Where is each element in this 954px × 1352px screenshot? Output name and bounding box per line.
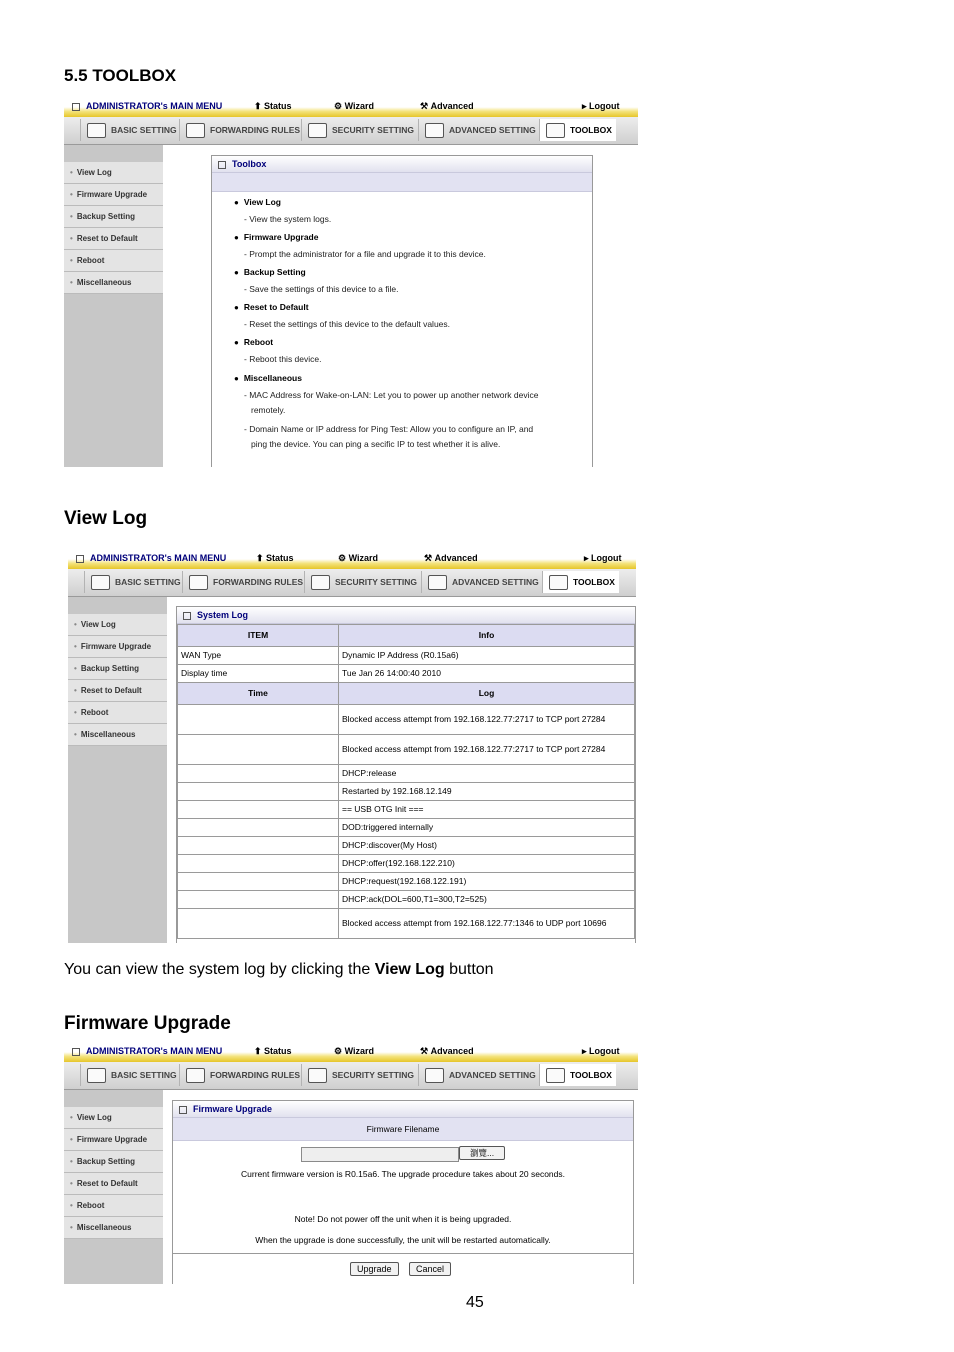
forwarding-rules-icon (186, 123, 205, 138)
power-note-text: Note! Do not power off the unit when it is being upgraded. (294, 1214, 512, 1224)
sidebar-item-reboot[interactable]: • Reboot (64, 250, 163, 272)
tab-advanced-setting[interactable]: ADVANCED SETTING (421, 571, 542, 593)
system-log-table (177, 624, 635, 939)
log-cell: Blocked access attempt from 192.168.122.77:2717 to TCP port 27284 (339, 735, 635, 765)
wizard-link[interactable]: ⚙ Wizard (334, 1046, 374, 1056)
table-row (178, 783, 635, 801)
system-log-panel (176, 606, 636, 943)
sidebar-item-view-log[interactable]: • View Log (68, 614, 167, 636)
table-row (178, 801, 635, 819)
tab-toolbox[interactable]: TOOLBOX (542, 571, 619, 593)
firmware-file-input[interactable] (301, 1147, 459, 1162)
list-item-desc: - Reboot this device. (244, 354, 322, 364)
table-row (178, 735, 635, 765)
list-item: ● View Log (234, 197, 281, 207)
wizard-link[interactable]: ⚙ Wizard (338, 553, 378, 563)
upgrade-button[interactable]: Upgrade (350, 1262, 399, 1276)
toolbox-screenshot (64, 95, 638, 467)
list-item-desc: ping the device. You can ping a secific IP to test whether it is alive. (251, 439, 501, 449)
panel-title: Toolbox (212, 156, 592, 173)
column-header-info: Info (339, 625, 635, 647)
security-setting-icon (311, 575, 330, 590)
status-link[interactable]: ⬆ Status (256, 553, 294, 563)
page-number: 45 (466, 1294, 484, 1311)
wizard-link[interactable]: ⚙ Wizard (334, 101, 374, 111)
time-cell (178, 801, 339, 819)
table-header-row (178, 625, 635, 647)
advanced-setting-icon (428, 575, 447, 590)
time-cell (178, 819, 339, 837)
security-setting-icon (308, 1068, 327, 1083)
toolbox-icon (549, 575, 568, 590)
log-cell: Blocked access attempt from 192.168.122.77:1346 to UDP port 10696 (339, 909, 635, 939)
logout-link[interactable]: ▸ Logout (584, 553, 622, 563)
browse-button[interactable]: 瀏覽... (459, 1146, 505, 1160)
top-menu-bar (68, 547, 636, 569)
sidebar-item-reset-to-default[interactable]: • Reset to Default (68, 680, 167, 702)
sidebar-item-backup-setting[interactable]: • Backup Setting (64, 206, 163, 228)
tab-bar (64, 117, 638, 145)
table-row (178, 855, 635, 873)
sidebar-item-firmware-upgrade[interactable]: • Firmware Upgrade (68, 636, 167, 658)
tab-bar (64, 1062, 638, 1090)
time-cell (178, 837, 339, 855)
time-cell (178, 891, 339, 909)
panel-title: System Log (177, 607, 635, 624)
table-row (178, 819, 635, 837)
item-cell: Display time (178, 665, 339, 683)
table-row (178, 873, 635, 891)
log-cell: Restarted by 192.168.12.149 (339, 783, 635, 801)
sidebar-item-firmware-upgrade[interactable]: • Firmware Upgrade (64, 184, 163, 206)
status-link[interactable]: ⬆ Status (254, 1046, 292, 1056)
firmware-filename-label: Firmware Filename (173, 1118, 633, 1141)
toolbox-list (212, 156, 592, 467)
tab-forwarding-rules[interactable]: FORWARDING RULES (179, 119, 301, 141)
log-cell: DHCP:request(192.168.122.191) (339, 873, 635, 891)
sidebar-item-reset-to-default[interactable]: • Reset to Default (64, 1173, 163, 1195)
forwarding-rules-icon (186, 1068, 205, 1083)
table-row (178, 909, 635, 939)
info-cell: Tue Jan 26 14:00:40 2010 (339, 665, 635, 683)
table-row (178, 665, 635, 683)
sidebar-item-miscellaneous[interactable]: • Miscellaneous (68, 724, 167, 746)
list-item-desc: - Save the settings of this device to a file. (244, 284, 399, 294)
top-menu-bar (64, 1040, 638, 1062)
advanced-link[interactable]: ⚒ Advanced (424, 553, 478, 563)
log-cell: DHCP:ack(DOL=600,T1=300,T2=525) (339, 891, 635, 909)
time-cell (178, 855, 339, 873)
log-cell: DHCP:release (339, 765, 635, 783)
cancel-button[interactable]: Cancel (409, 1262, 451, 1276)
advanced-link[interactable]: ⚒ Advanced (420, 1046, 474, 1056)
top-menu-bar (64, 95, 638, 117)
tab-basic-setting[interactable]: BASIC SETTING (84, 571, 182, 593)
advanced-setting-icon (425, 123, 444, 138)
advanced-setting-icon (425, 1068, 444, 1083)
sidebar-item-reboot[interactable]: • Reboot (64, 1195, 163, 1217)
basic-setting-icon (91, 575, 110, 590)
basic-setting-icon (87, 123, 106, 138)
tab-security-setting[interactable]: SECURITY SETTING (301, 119, 418, 141)
advanced-link[interactable]: ⚒ Advanced (420, 101, 474, 111)
list-item-desc: - Prompt the administrator for a file and upgrade it to this device. (244, 249, 486, 259)
sidebar-item-reboot[interactable]: • Reboot (68, 702, 167, 724)
forwarding-rules-icon (189, 575, 208, 590)
security-setting-icon (308, 123, 327, 138)
time-cell (178, 765, 339, 783)
item-cell: WAN Type (178, 647, 339, 665)
view-log-screenshot (68, 547, 636, 943)
time-cell (178, 735, 339, 765)
admin-main-menu-link[interactable]: ADMINISTRATOR's MAIN MENU (72, 101, 222, 111)
list-item-desc: - Domain Name or IP address for Ping Test: Allow you to configure an IP, and (244, 424, 534, 434)
section-heading: 5.5 TOOLBOX (64, 66, 177, 85)
tab-basic-setting[interactable]: BASIC SETTING (80, 1064, 179, 1086)
tab-toolbox[interactable]: TOOLBOX (539, 119, 616, 141)
sidebar-item-reset-to-default[interactable]: • Reset to Default (64, 228, 163, 250)
log-cell: DOD:triggered internally (339, 819, 635, 837)
admin-main-menu-link[interactable]: ADMINISTRATOR's MAIN MENU (72, 1046, 222, 1056)
tab-toolbox[interactable]: TOOLBOX (539, 1064, 616, 1086)
tab-basic-setting[interactable]: BASIC SETTING (80, 119, 179, 141)
panel-title: Firmware Upgrade (173, 1101, 633, 1118)
toolbox-panel (211, 155, 593, 467)
logout-link[interactable]: ▸ Logout (582, 1046, 620, 1056)
sidebar-item-view-log[interactable]: • View Log (64, 162, 163, 184)
list-item-desc: remotely. (251, 405, 286, 415)
tab-forwarding-rules[interactable]: FORWARDING RULES (179, 1064, 301, 1086)
column-header-log: Log (339, 683, 635, 705)
sidebar (64, 145, 163, 467)
sidebar (68, 597, 167, 943)
firmware-version-text: Current firmware version is R0.15a6. The upgrade procedure takes about 20 seconds. (241, 1169, 565, 1179)
list-item: ● Miscellaneous (234, 373, 302, 383)
firmware-upgrade-heading: Firmware Upgrade (64, 1013, 231, 1034)
table-header-row (178, 683, 635, 705)
list-item: ● Firmware Upgrade (234, 232, 318, 242)
firmware-upgrade-panel (172, 1100, 634, 1284)
tab-forwarding-rules[interactable]: FORWARDING RULES (182, 571, 304, 593)
sidebar-item-backup-setting[interactable]: • Backup Setting (68, 658, 167, 680)
toolbox-icon (546, 123, 565, 138)
sidebar-item-firmware-upgrade[interactable]: • Firmware Upgrade (64, 1129, 163, 1151)
list-item-desc: - MAC Address for Wake-on-LAN: Let you to power up another network device (244, 390, 539, 400)
tab-security-setting[interactable]: SECURITY SETTING (304, 571, 421, 593)
toolbox-icon (546, 1068, 565, 1083)
log-cell: Blocked access attempt from 192.168.122.77:2717 to TCP port 27284 (339, 705, 635, 735)
time-cell (178, 873, 339, 891)
basic-setting-icon (87, 1068, 106, 1083)
tab-advanced-setting[interactable]: ADVANCED SETTING (418, 119, 539, 141)
square-icon (179, 1106, 187, 1114)
tab-security-setting[interactable]: SECURITY SETTING (301, 1064, 418, 1086)
sidebar-item-view-log[interactable]: • View Log (64, 1107, 163, 1129)
restart-note-text: When the upgrade is done successfully, the unit will be restarted automatically. (255, 1235, 551, 1245)
list-item: ● Reset to Default (234, 302, 309, 312)
admin-main-menu-link[interactable]: ADMINISTRATOR's MAIN MENU (76, 553, 226, 563)
column-header-time: Time (178, 683, 339, 705)
log-cell: DHCP:discover(My Host) (339, 837, 635, 855)
table-row (178, 837, 635, 855)
tab-advanced-setting[interactable]: ADVANCED SETTING (418, 1064, 539, 1086)
time-cell (178, 705, 339, 735)
view-log-caption: You can view the system log by clicking the View Log button (64, 961, 494, 978)
info-cell: Dynamic IP Address (R0.15a6) (339, 647, 635, 665)
table-row (178, 647, 635, 665)
status-link[interactable]: ⬆ Status (254, 101, 292, 111)
list-item: ● Reboot (234, 337, 273, 347)
view-log-heading: View Log (64, 508, 148, 529)
table-row (178, 891, 635, 909)
sidebar-item-miscellaneous[interactable]: • Miscellaneous (64, 1217, 163, 1239)
square-icon (183, 612, 191, 620)
table-row (178, 705, 635, 735)
tab-bar (68, 569, 636, 597)
logout-link[interactable]: ▸ Logout (582, 101, 620, 111)
time-cell (178, 783, 339, 801)
sidebar (64, 1090, 163, 1284)
sidebar-item-backup-setting[interactable]: • Backup Setting (64, 1151, 163, 1173)
sidebar-item-miscellaneous[interactable]: • Miscellaneous (64, 272, 163, 294)
table-row (178, 765, 635, 783)
firmware-upgrade-screenshot (64, 1040, 638, 1284)
list-item-desc: - Reset the settings of this device to the default values. (244, 319, 451, 329)
column-header-item: ITEM (178, 625, 339, 647)
list-item: ● Backup Setting (234, 267, 306, 277)
time-cell (178, 909, 339, 939)
log-cell: DHCP:offer(192.168.122.210) (339, 855, 635, 873)
list-item-desc: - View the system logs. (244, 214, 332, 224)
log-cell: == USB OTG Init === (339, 801, 635, 819)
